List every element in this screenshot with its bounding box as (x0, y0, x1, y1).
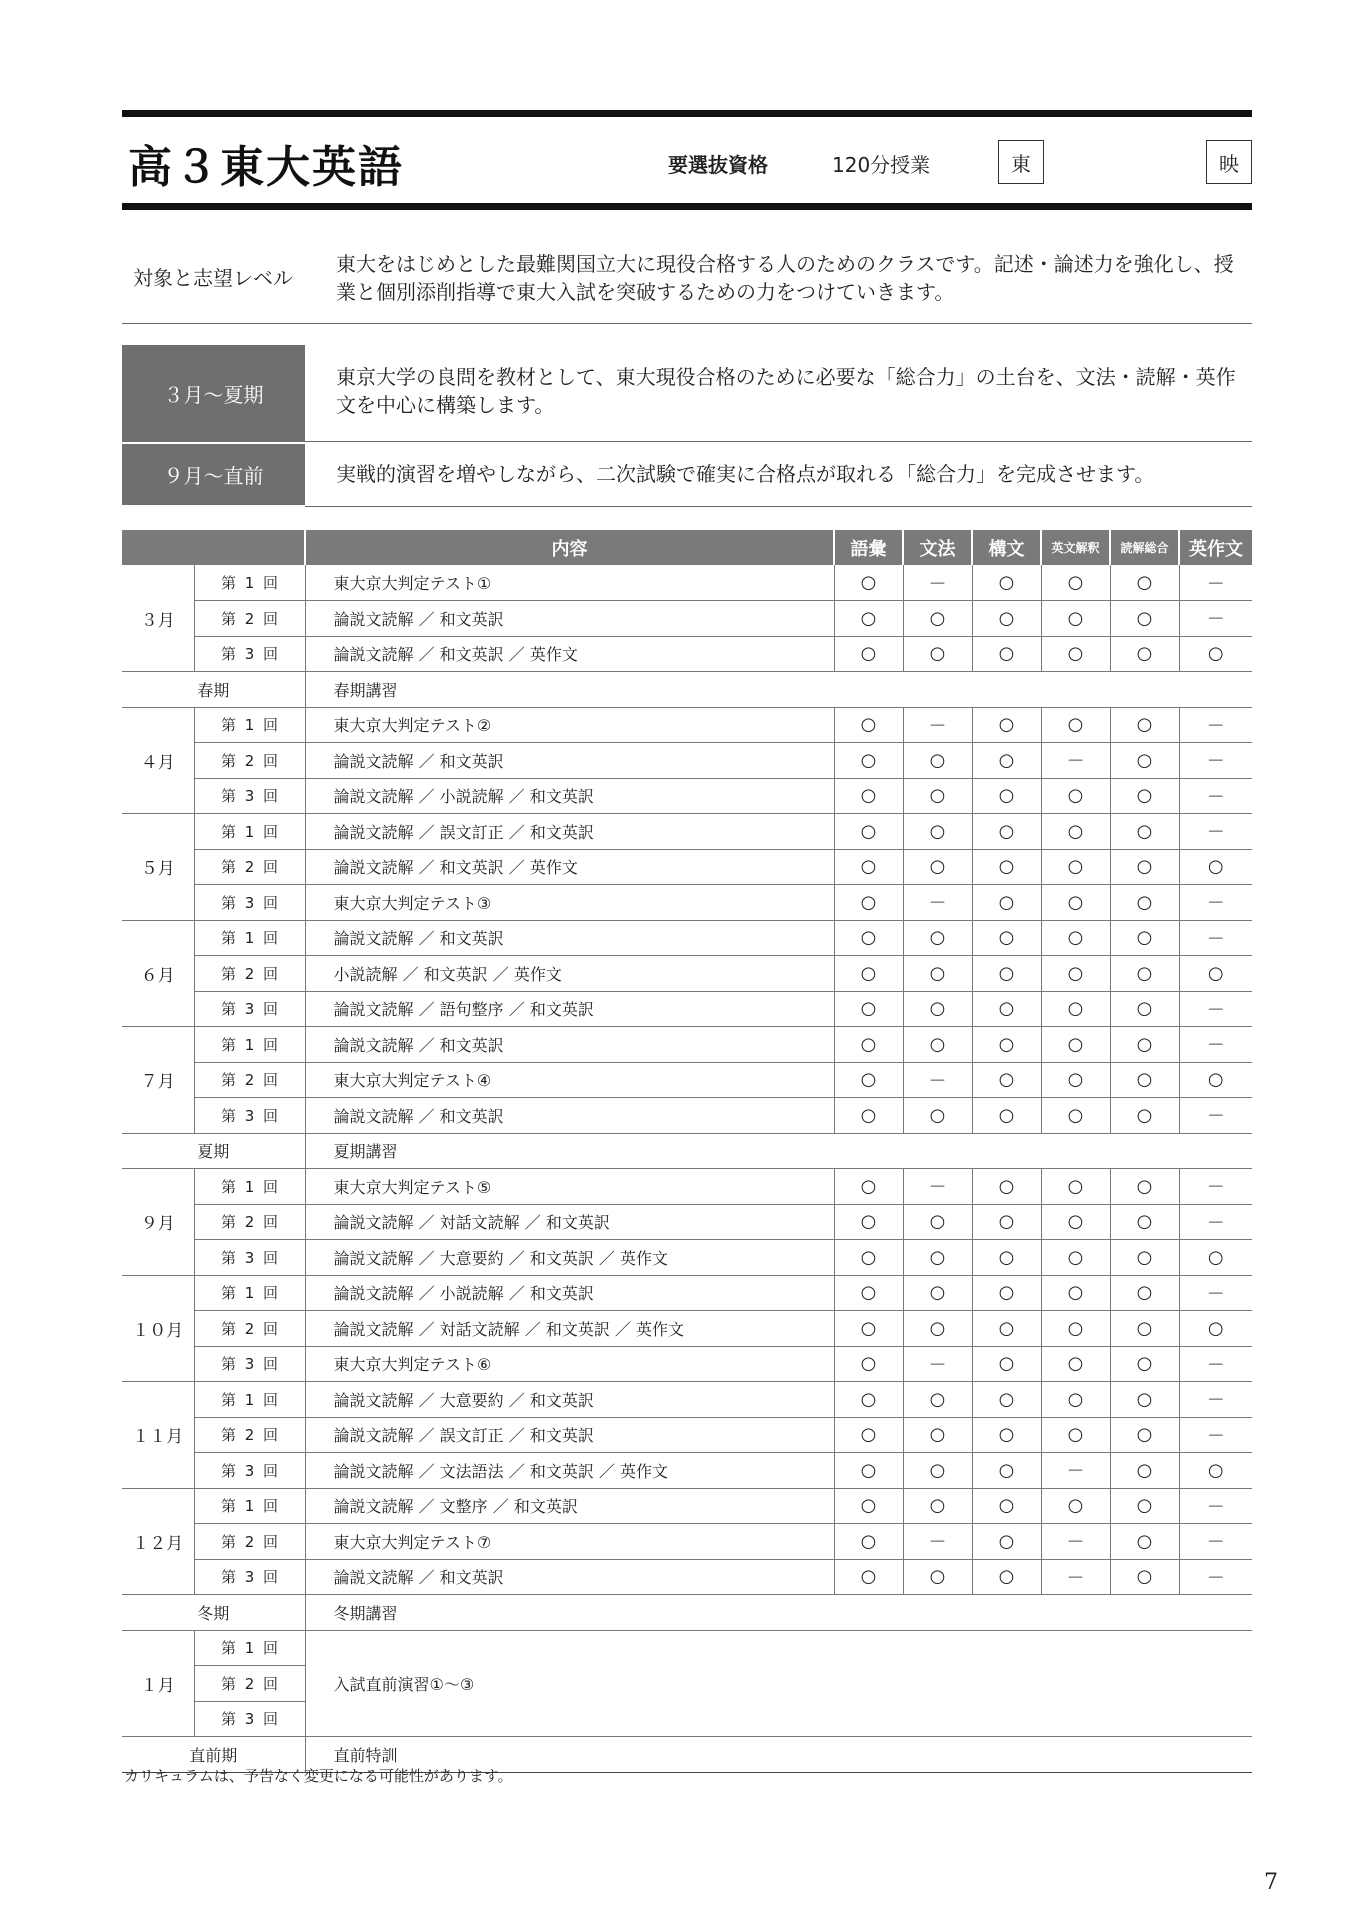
mark-cell: ○ (834, 991, 903, 1027)
season-content: 春期講習 (305, 672, 1252, 708)
mark-cell: ○ (834, 707, 903, 743)
lesson-cell: 第 2 回 (194, 601, 305, 637)
mark-cell: ○ (834, 885, 903, 921)
mark-cell: ○ (1041, 1098, 1110, 1134)
mark-cell: ○ (972, 601, 1041, 637)
mark-cell: ○ (834, 1169, 903, 1205)
mark-cell: ○ (972, 1027, 1041, 1063)
content-cell: 論説文読解 ／ 大意要約 ／ 和文英訳 (305, 1382, 834, 1418)
mark-cell: － (1179, 1027, 1252, 1063)
period-september-final (122, 444, 1252, 507)
mark-cell: ○ (972, 849, 1041, 885)
mark-cell: ○ (903, 920, 972, 956)
mark-cell: － (1179, 885, 1252, 921)
mark-cell: － (1179, 707, 1252, 743)
mark-cell: － (903, 1062, 972, 1098)
content-cell: 論説文読解 ／ 和文英訳 (305, 601, 834, 637)
mark-cell: ○ (1041, 1204, 1110, 1240)
mark-cell: ○ (834, 1346, 903, 1382)
period-label: ９月～直前 (122, 444, 305, 505)
mark-cell: ○ (834, 1098, 903, 1134)
season-content: 直前特訓 (305, 1737, 1252, 1773)
mark-cell: ○ (1110, 1346, 1179, 1382)
mark-cell: ○ (1110, 920, 1179, 956)
content-cell: 論説文読解 ／ 和文英訳 (305, 743, 834, 779)
month-cell: １１月 (122, 1382, 194, 1489)
mark-cell: ○ (1110, 1062, 1179, 1098)
mark-cell: ○ (1041, 1346, 1110, 1382)
season-row (122, 1595, 1252, 1631)
mark-cell: ○ (834, 565, 903, 601)
mark-cell: ○ (834, 1524, 903, 1560)
mark-cell: ○ (1041, 1240, 1110, 1276)
lesson-cell: 第 1 回 (194, 1169, 305, 1205)
course-title: 高３東大英語 (128, 142, 404, 193)
mark-cell: ○ (1110, 1240, 1179, 1276)
mark-cell: ○ (834, 1453, 903, 1489)
mark-cell: ○ (1110, 1382, 1179, 1418)
mark-cell: － (1179, 1346, 1252, 1382)
content-cell: 入試直前演習①～③ (305, 1630, 1252, 1737)
target-label: 対象と志望レベル (133, 266, 293, 290)
mark-cell: ○ (903, 1204, 972, 1240)
mark-cell: ○ (1110, 885, 1179, 921)
lesson-cell: 第 1 回 (194, 1488, 305, 1524)
period-march-summer (122, 345, 1252, 442)
mark-cell: ○ (972, 1382, 1041, 1418)
mark-cell: ○ (834, 920, 903, 956)
mark-cell: ○ (1110, 1027, 1179, 1063)
table-row (122, 1062, 1252, 1098)
table-row (122, 1098, 1252, 1134)
header-interpretation: 英文解釈 (1041, 530, 1110, 565)
mark-cell: － (903, 707, 972, 743)
content-cell: 論説文読解 ／ 和文英訳 (305, 1098, 834, 1134)
table-row (122, 1346, 1252, 1382)
table-row (122, 920, 1252, 956)
mark-cell: － (1179, 1169, 1252, 1205)
mark-cell: － (1179, 778, 1252, 814)
season-label: 冬期 (122, 1595, 305, 1631)
table-row (122, 991, 1252, 1027)
mark-cell: ○ (834, 1417, 903, 1453)
mark-cell: ○ (1041, 956, 1110, 992)
mark-cell: － (1179, 743, 1252, 779)
month-cell: １２月 (122, 1488, 194, 1595)
mark-cell: ○ (972, 778, 1041, 814)
mark-cell: ○ (1110, 991, 1179, 1027)
content-cell: 論説文読解 ／ 和文英訳 (305, 1559, 834, 1595)
content-cell: 小説読解 ／ 和文英訳 ／ 英作文 (305, 956, 834, 992)
table-row (122, 885, 1252, 921)
mark-cell: ○ (1179, 956, 1252, 992)
mark-cell: ○ (1041, 920, 1110, 956)
mark-cell: ○ (972, 1559, 1041, 1595)
lesson-cell: 第 3 回 (194, 1098, 305, 1134)
content-cell: 論説文読解 ／ 誤文訂正 ／ 和文英訳 (305, 814, 834, 850)
lesson-cell: 第 3 回 (194, 991, 305, 1027)
table-row (122, 1275, 1252, 1311)
mark-cell: ○ (834, 1311, 903, 1347)
mark-cell: ○ (1110, 1275, 1179, 1311)
table-row (122, 849, 1252, 885)
content-cell: 論説文読解 ／ 文法語法 ／ 和文英訳 ／ 英作文 (305, 1453, 834, 1489)
content-cell: 論説文読解 ／ 大意要約 ／ 和文英訳 ／ 英作文 (305, 1240, 834, 1276)
mark-cell: ○ (1179, 1062, 1252, 1098)
mark-cell: ○ (972, 707, 1041, 743)
mark-cell: ○ (1041, 1062, 1110, 1098)
mark-cell: ○ (834, 1027, 903, 1063)
content-cell: 論説文読解 ／ 文整序 ／ 和文英訳 (305, 1488, 834, 1524)
content-cell: 論説文読解 ／ 小説読解 ／ 和文英訳 (305, 1275, 834, 1311)
lesson-cell: 第 1 回 (194, 920, 305, 956)
mark-cell: ○ (1110, 1488, 1179, 1524)
table-row (122, 1630, 1252, 1666)
mark-cell: ○ (1041, 1311, 1110, 1347)
mark-cell: ○ (1041, 601, 1110, 637)
season-row (122, 1133, 1252, 1169)
month-cell: ６月 (122, 920, 194, 1027)
mark-cell: ○ (1041, 885, 1110, 921)
lesson-cell: 第 3 回 (194, 1453, 305, 1489)
season-content: 夏期講習 (305, 1133, 1252, 1169)
lesson-cell: 第 1 回 (194, 565, 305, 601)
divider (305, 506, 1252, 507)
mark-cell: ○ (1041, 565, 1110, 601)
mark-cell: ○ (903, 743, 972, 779)
mark-cell: － (1041, 1453, 1110, 1489)
month-cell: １月 (122, 1630, 194, 1737)
mark-cell: － (1179, 1559, 1252, 1595)
mark-cell: ○ (1110, 778, 1179, 814)
mark-cell: ○ (1110, 1453, 1179, 1489)
content-cell: 東大京大判定テスト① (305, 565, 834, 601)
content-cell: 東大京大判定テスト④ (305, 1062, 834, 1098)
mark-cell: ○ (1110, 1417, 1179, 1453)
content-cell: 論説文読解 ／ 誤文訂正 ／ 和文英訳 (305, 1417, 834, 1453)
lesson-cell: 第 3 回 (194, 885, 305, 921)
mark-cell: ○ (972, 1098, 1041, 1134)
mark-cell: － (1179, 1524, 1252, 1560)
lesson-cell: 第 2 回 (194, 743, 305, 779)
campus-badge-to: 東 (998, 140, 1044, 184)
mark-cell: ○ (834, 1204, 903, 1240)
mark-cell: ○ (903, 1098, 972, 1134)
footnote: カリキュラムは、予告なく変更になる可能性があります。 (124, 1767, 513, 1785)
mark-cell: ○ (1110, 636, 1179, 672)
mark-cell: － (1179, 601, 1252, 637)
mark-cell: ○ (903, 1453, 972, 1489)
mark-cell: ○ (1041, 1417, 1110, 1453)
header-vocab: 語彙 (834, 530, 903, 565)
mark-cell: － (1179, 991, 1252, 1027)
mark-cell: ○ (834, 1275, 903, 1311)
mark-cell: ○ (972, 1417, 1041, 1453)
mark-cell: ○ (1110, 849, 1179, 885)
mark-cell: ○ (1179, 636, 1252, 672)
mark-cell: ○ (972, 1275, 1041, 1311)
mark-cell: ○ (1041, 707, 1110, 743)
content-cell: 東大京大判定テスト② (305, 707, 834, 743)
mark-cell: ○ (972, 636, 1041, 672)
mark-cell: ○ (1179, 849, 1252, 885)
mark-cell: － (1179, 1382, 1252, 1418)
table-row (122, 1453, 1252, 1489)
lesson-cell: 第 1 回 (194, 707, 305, 743)
table-row (122, 636, 1252, 672)
mark-cell: ○ (903, 1275, 972, 1311)
table-row (122, 1524, 1252, 1560)
mark-cell: ○ (834, 778, 903, 814)
lesson-cell: 第 2 回 (194, 1524, 305, 1560)
month-cell: ３月 (122, 565, 194, 672)
mark-cell: ○ (903, 1240, 972, 1276)
table-row (122, 1382, 1252, 1418)
table-row (122, 565, 1252, 601)
mark-cell: ○ (903, 991, 972, 1027)
mark-cell: ○ (903, 849, 972, 885)
mark-cell: － (1179, 814, 1252, 850)
mark-cell: ○ (1110, 565, 1179, 601)
content-cell: 論説文読解 ／ 和文英訳 (305, 1027, 834, 1063)
mark-cell: ○ (972, 1346, 1041, 1382)
content-cell: 東大京大判定テスト⑥ (305, 1346, 834, 1382)
mark-cell: ○ (1041, 849, 1110, 885)
mark-cell: － (1179, 1488, 1252, 1524)
curriculum-table (122, 530, 1252, 1773)
lesson-cell: 第 1 回 (194, 1275, 305, 1311)
table-row (122, 1559, 1252, 1595)
page-number: 7 (1264, 1870, 1278, 1895)
table-header-row (122, 530, 1252, 565)
content-cell: 論説文読解 ／ 対話文読解 ／ 和文英訳 ／ 英作文 (305, 1311, 834, 1347)
mark-cell: ○ (903, 1311, 972, 1347)
lesson-cell: 第 1 回 (194, 1027, 305, 1063)
mark-cell: ○ (834, 1559, 903, 1595)
mark-cell: ○ (1041, 1027, 1110, 1063)
lesson-cell: 第 1 回 (194, 1382, 305, 1418)
mark-cell: ○ (972, 1204, 1041, 1240)
content-cell: 東大京大判定テスト⑤ (305, 1169, 834, 1205)
season-row (122, 672, 1252, 708)
season-label: 春期 (122, 672, 305, 708)
table-row (122, 1488, 1252, 1524)
mark-cell: ○ (1110, 743, 1179, 779)
mark-cell: － (1179, 1204, 1252, 1240)
mark-cell: ○ (903, 1027, 972, 1063)
table-row (122, 1204, 1252, 1240)
content-cell: 東大京大判定テスト⑦ (305, 1524, 834, 1560)
period-text: 東京大学の良問を教材として、東大現役合格のために必要な「総合力」の土台を、文法・読解・英作文を中心に構築します。 (336, 365, 1236, 417)
lesson-cell: 第 2 回 (194, 1062, 305, 1098)
mark-cell: － (903, 565, 972, 601)
mark-cell: ○ (1179, 1240, 1252, 1276)
divider (305, 441, 1252, 442)
mark-cell: ○ (903, 1488, 972, 1524)
mark-cell: ○ (834, 956, 903, 992)
mark-cell: ○ (834, 814, 903, 850)
lesson-cell: 第 3 回 (194, 1346, 305, 1382)
table-row (122, 743, 1252, 779)
mark-cell: ○ (903, 778, 972, 814)
lesson-cell: 第 3 回 (194, 1701, 305, 1737)
mark-cell: ○ (903, 601, 972, 637)
mark-cell: ○ (972, 1311, 1041, 1347)
period-text: 実戦的演習を増やしながら、二次試験で確実に合格点が取れる「総合力」を完成させます。 (336, 462, 1155, 486)
mark-cell: ○ (972, 1240, 1041, 1276)
target-section (122, 232, 1252, 324)
content-cell: 論説文読解 ／ 和文英訳 ／ 英作文 (305, 849, 834, 885)
lesson-cell: 第 2 回 (194, 1417, 305, 1453)
mark-cell: － (1179, 565, 1252, 601)
month-cell: ７月 (122, 1027, 194, 1134)
mark-cell: ○ (1041, 636, 1110, 672)
mark-cell: － (1041, 1559, 1110, 1595)
mark-cell: － (1041, 1524, 1110, 1560)
header-content: 内容 (305, 530, 834, 565)
period-label: ３月～夏期 (122, 345, 305, 442)
mark-cell: ○ (972, 1453, 1041, 1489)
mark-cell: ○ (1041, 814, 1110, 850)
mark-cell: ○ (972, 743, 1041, 779)
mark-cell: ○ (1110, 1098, 1179, 1134)
mark-cell: ○ (972, 814, 1041, 850)
content-cell: 論説文読解 ／ 和文英訳 (305, 920, 834, 956)
table-row (122, 1240, 1252, 1276)
mark-cell: ○ (1110, 1204, 1179, 1240)
header-grammar: 文法 (903, 530, 972, 565)
mark-cell: ○ (1110, 601, 1179, 637)
mark-cell: ○ (834, 1062, 903, 1098)
mark-cell: ○ (834, 849, 903, 885)
mark-cell: ○ (834, 1382, 903, 1418)
table-row (122, 1027, 1252, 1063)
mark-cell: ○ (1041, 1275, 1110, 1311)
mark-cell: ○ (903, 636, 972, 672)
mark-cell: ○ (972, 1169, 1041, 1205)
target-text: 東大をはじめとした最難関国立大に現役合格する人のためのクラスです。記述・論述力を強化し、授業と個別添削指導で東大入試を突破するための力をつけていきます。 (336, 252, 1234, 304)
table-row (122, 1417, 1252, 1453)
mark-cell: － (903, 885, 972, 921)
mark-cell: ○ (1041, 778, 1110, 814)
mark-cell: ○ (903, 814, 972, 850)
mark-cell: ○ (972, 1488, 1041, 1524)
mark-cell: ○ (834, 636, 903, 672)
table-row (122, 956, 1252, 992)
mark-cell: ○ (834, 601, 903, 637)
table-row (122, 778, 1252, 814)
mark-cell: － (903, 1169, 972, 1205)
lesson-cell: 第 2 回 (194, 1204, 305, 1240)
mark-cell: － (1179, 1417, 1252, 1453)
table-row (122, 814, 1252, 850)
mark-cell: ○ (834, 1488, 903, 1524)
mark-cell: ○ (1041, 1488, 1110, 1524)
header-reading: 読解総合 (1110, 530, 1179, 565)
mark-cell: ○ (903, 1382, 972, 1418)
mark-cell: ○ (1110, 1559, 1179, 1595)
season-label: 直前期 (122, 1737, 305, 1773)
mark-cell: ○ (1110, 1169, 1179, 1205)
lesson-cell: 第 2 回 (194, 1311, 305, 1347)
mark-cell: ○ (972, 991, 1041, 1027)
table-row (122, 707, 1252, 743)
content-cell: 論説文読解 ／ 語句整序 ／ 和文英訳 (305, 991, 834, 1027)
content-cell: 論説文読解 ／ 小説読解 ／ 和文英訳 (305, 778, 834, 814)
mark-cell: ○ (972, 1062, 1041, 1098)
mark-cell: － (1179, 920, 1252, 956)
lesson-cell: 第 1 回 (194, 814, 305, 850)
month-cell: ４月 (122, 707, 194, 814)
mark-cell: ○ (903, 956, 972, 992)
mark-cell: ○ (1041, 1169, 1110, 1205)
mark-cell: － (903, 1346, 972, 1382)
mark-cell: ○ (834, 743, 903, 779)
mark-cell: ○ (972, 565, 1041, 601)
header-blank (122, 530, 305, 565)
month-cell: １０月 (122, 1275, 194, 1382)
mark-cell: ○ (1110, 1524, 1179, 1560)
lesson-cell: 第 3 回 (194, 1240, 305, 1276)
mark-cell: ○ (1110, 1311, 1179, 1347)
mark-cell: ○ (1110, 707, 1179, 743)
month-cell: ５月 (122, 814, 194, 921)
mark-cell: ○ (903, 1559, 972, 1595)
mark-cell: ○ (1041, 1382, 1110, 1418)
header-composition: 英作文 (1179, 530, 1252, 565)
lesson-cell: 第 3 回 (194, 1559, 305, 1595)
content-cell: 論説文読解 ／ 対話文読解 ／ 和文英訳 (305, 1204, 834, 1240)
header-syntax: 構文 (972, 530, 1041, 565)
lesson-cell: 第 1 回 (194, 1630, 305, 1666)
mark-cell: ○ (972, 885, 1041, 921)
lesson-cell: 第 2 回 (194, 1666, 305, 1702)
mark-cell: ○ (1110, 814, 1179, 850)
season-label: 夏期 (122, 1133, 305, 1169)
mark-cell: ○ (1179, 1311, 1252, 1347)
mark-cell: ○ (972, 920, 1041, 956)
table-row (122, 1169, 1252, 1205)
season-content: 冬期講習 (305, 1595, 1252, 1631)
mark-cell: ○ (1179, 1453, 1252, 1489)
mark-cell: ○ (834, 1240, 903, 1276)
mark-cell: ○ (1110, 956, 1179, 992)
mark-cell: － (1041, 743, 1110, 779)
table-row (122, 1311, 1252, 1347)
mark-cell: － (903, 1524, 972, 1560)
qualification-label: 要選抜資格 (668, 153, 768, 177)
content-cell: 論説文読解 ／ 和文英訳 ／ 英作文 (305, 636, 834, 672)
lesson-cell: 第 2 回 (194, 849, 305, 885)
mark-cell: ○ (903, 1417, 972, 1453)
video-badge-ei: 映 (1206, 140, 1252, 184)
table-row (122, 601, 1252, 637)
content-cell: 東大京大判定テスト③ (305, 885, 834, 921)
mark-cell: ○ (972, 956, 1041, 992)
mark-cell: － (1179, 1275, 1252, 1311)
mark-cell: ○ (972, 1524, 1041, 1560)
course-header (122, 110, 1252, 210)
lesson-cell: 第 3 回 (194, 778, 305, 814)
mark-cell: － (1179, 1098, 1252, 1134)
lesson-cell: 第 2 回 (194, 956, 305, 992)
month-cell: ９月 (122, 1169, 194, 1276)
mark-cell: ○ (1041, 991, 1110, 1027)
duration-label: 120分授業 (832, 153, 931, 177)
lesson-cell: 第 3 回 (194, 636, 305, 672)
